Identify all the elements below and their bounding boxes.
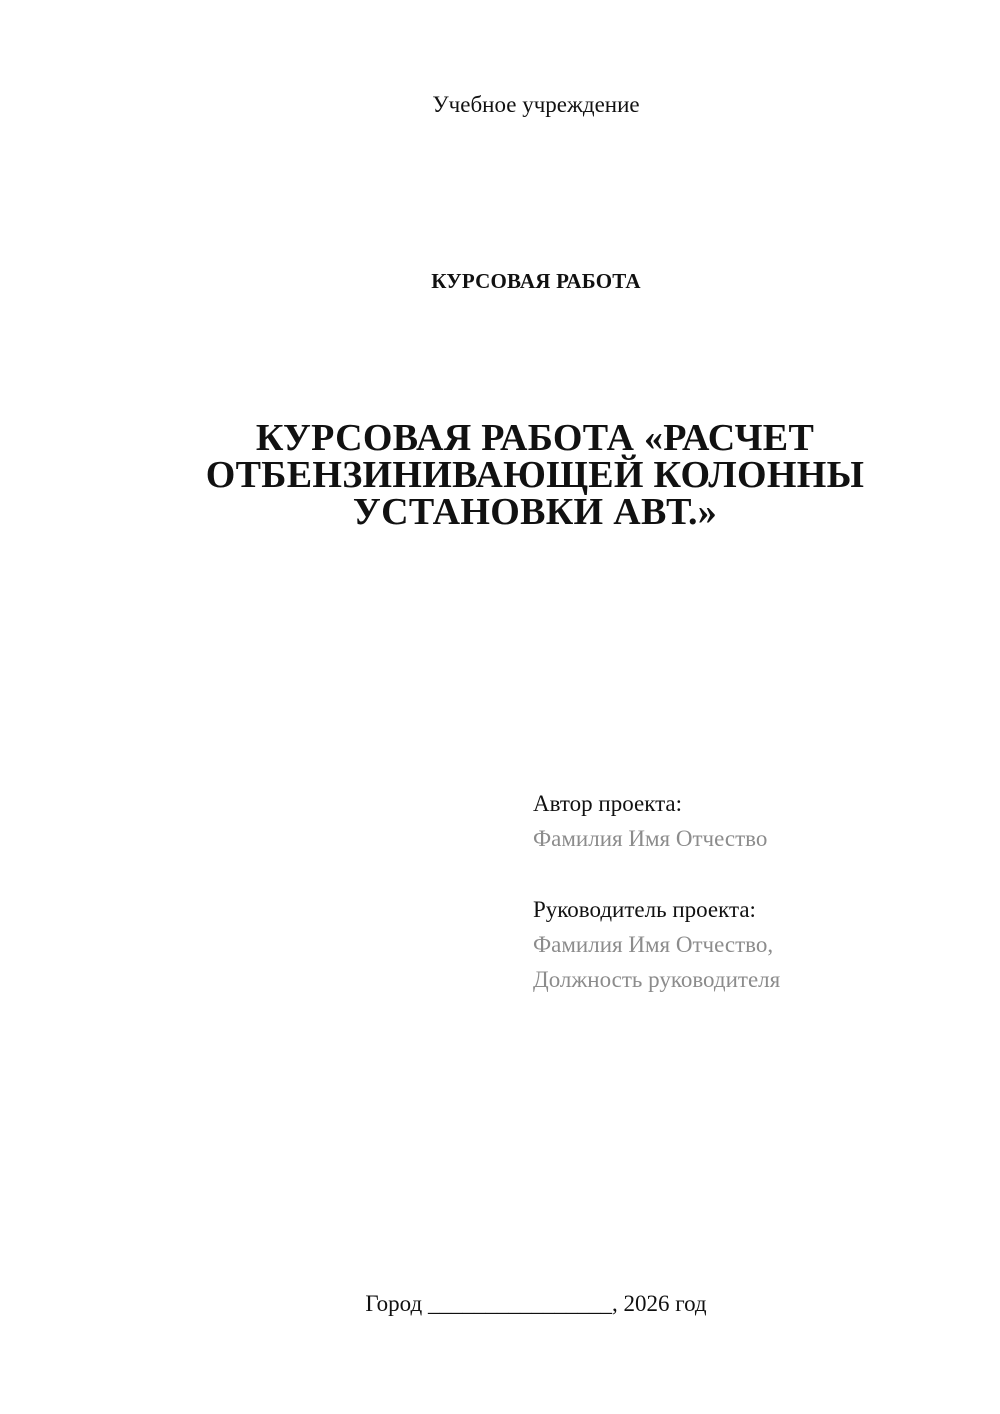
institution-name: Учебное учреждение bbox=[432, 92, 640, 117]
title-line-2: ОТБЕНЗИНИВАЮЩЕЙ КОЛОННЫ bbox=[205, 454, 865, 496]
supervisor-name: Фамилия Имя Отчество, bbox=[533, 932, 774, 957]
author-block bbox=[533, 786, 767, 856]
title-line-3: УСТАНОВКИ АВТ.» bbox=[352, 491, 718, 533]
title-line-1: КУРСОВАЯ РАБОТА «РАСЧЕТ bbox=[255, 417, 815, 459]
supervisor-label: Руководитель проекта: bbox=[533, 897, 756, 922]
document-title bbox=[170, 417, 900, 533]
work-type-heading: КУРСОВАЯ РАБОТА bbox=[431, 269, 641, 293]
supervisor-position: Должность руководителя bbox=[533, 967, 781, 992]
author-name: Фамилия Имя Отчество bbox=[533, 826, 768, 851]
supervisor-block bbox=[533, 892, 780, 997]
city-year-line: Город ________________, 2026 год bbox=[365, 1291, 707, 1316]
author-label: Автор проекта: bbox=[533, 791, 682, 816]
